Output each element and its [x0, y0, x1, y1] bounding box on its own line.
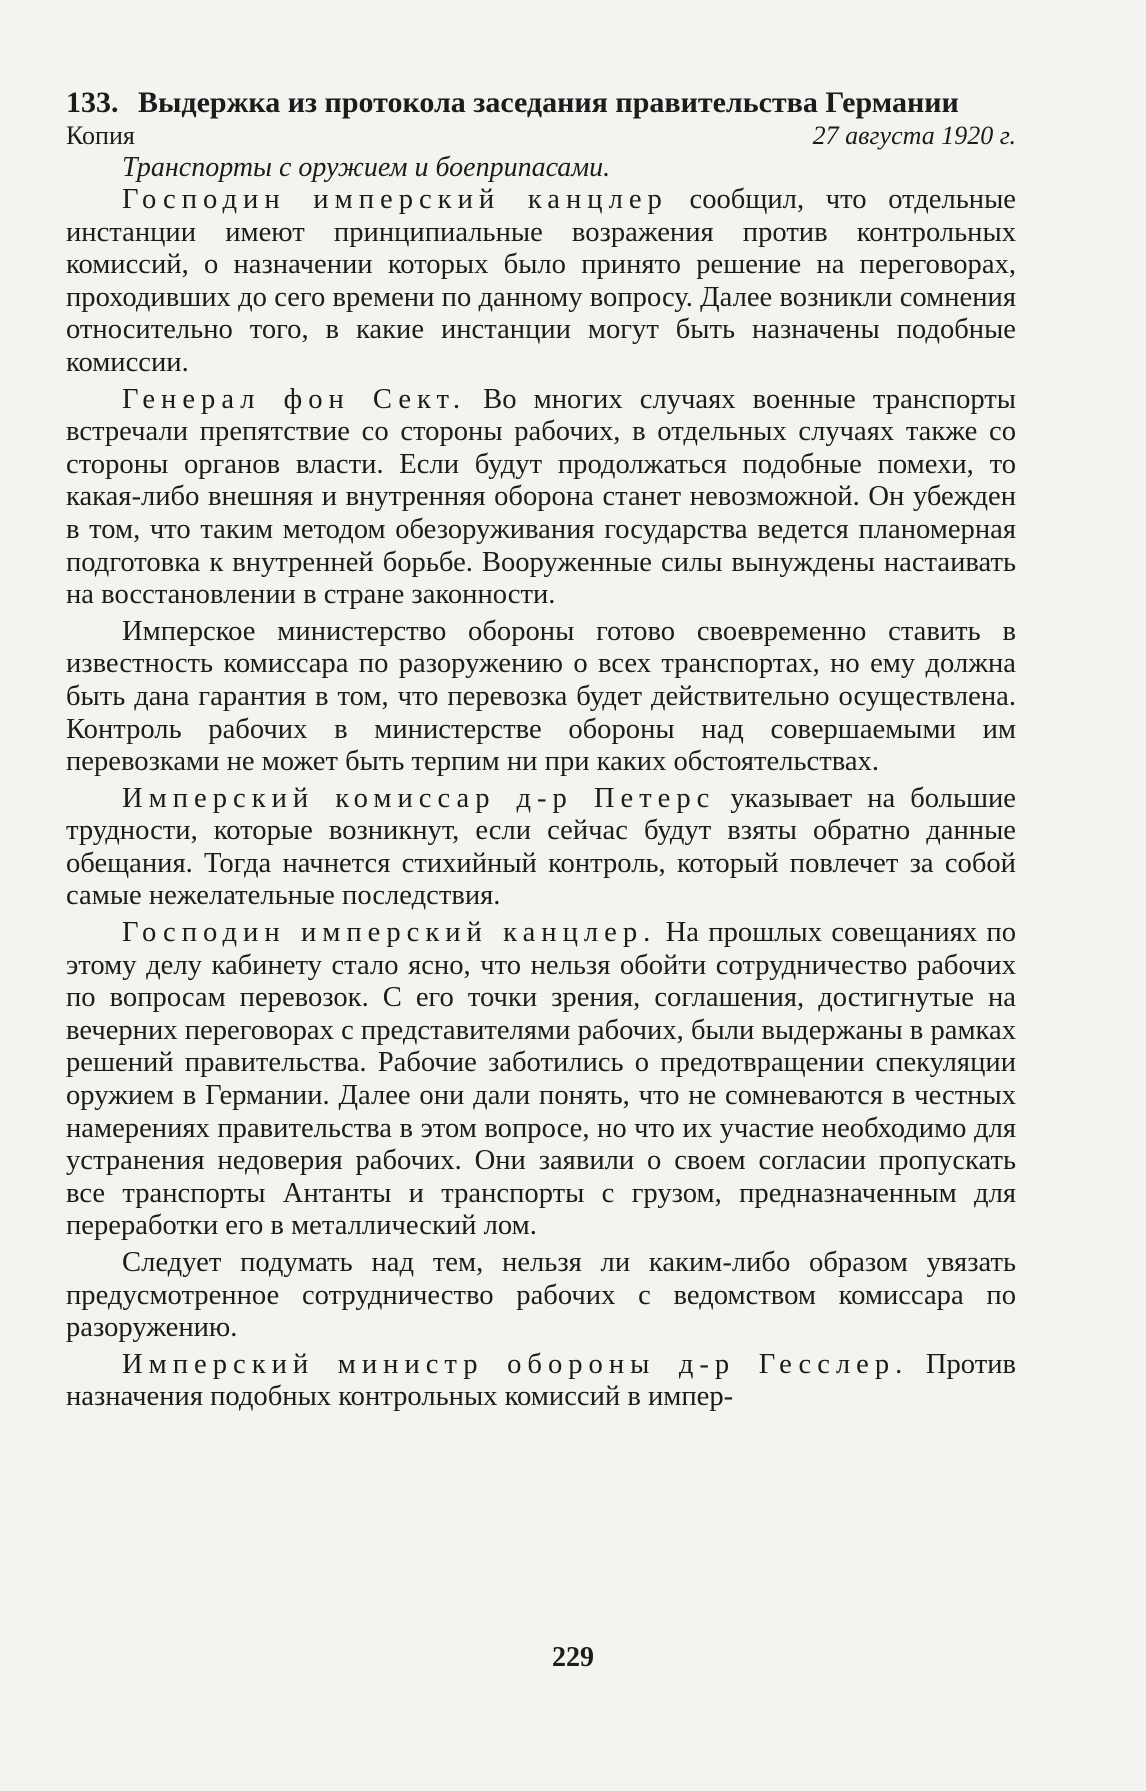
page-number: 229 [552, 1642, 594, 1673]
document-title [66, 86, 1016, 120]
speaker-name: Имперский министр обороны д-р Гесслер. [122, 1348, 909, 1380]
document-title-text: Выдержка из протокола заседания правительства Германии [138, 86, 959, 119]
paragraph-text: Следует подумать над тем, нельзя ли каким-либо образом увязать предусмотренное сотрудничество рабочих с ведомством комиссара по разоружению. [66, 1247, 1016, 1344]
document-number: 133. [66, 86, 119, 119]
speaker-name: Господин имперский канцлер. [122, 917, 657, 949]
paragraph-text: На прошлых совещаниях по этому делу кабинету стало ясно, что нельзя обойти сотрудничество рабочих по вопросам перевозок. С его точки зрения, соглашения, достигнутые на вечерних переговорах с представителями рабочих, были выдержаны в рамках решений правительства. Рабочие заботились о предотвращении спекуляции оружием в Германии. Далее они дали понять, что не сомневаются в честных намерениях правительства в этом вопросе, но что их участие необходимо для устранения недоверия рабочих. Они заявили о своем согласии пропускать все транспорты Антанты и транспорты с грузом, предназначенным для переработки его в металлический лом. [66, 917, 1017, 1242]
paragraph-text: сообщил, что отдельные инстанции имеют принципиальные возражения против контрольных комиссий, о назначении которых было принято решение на переговорах, проходивших до сего времени по данному вопросу. Далее возникли сомнения относительно того, в какие инстанции могут быть назначены подобные комиссии. [66, 184, 1017, 378]
paragraph [66, 1247, 1016, 1345]
paragraph-text: Имперское министерство обороны готово своевременно ставить в известность комиссара по разоружению о всех транспортах, но ему должна быть дана гарантия в том, что перевозка будет действительно осуществлена. Контроль рабочих в министерстве обороны над совершаемыми им перевозками не может быть терпим ни при каких обстоятельствах. [66, 615, 1016, 778]
document-meta [66, 120, 1016, 152]
paragraph [66, 783, 1016, 913]
document-date: 27 августа 1920 г. [812, 121, 1016, 150]
paragraph [66, 1349, 1016, 1414]
paragraph-text: Во многих случаях военные транспорты встречали препятствие со стороны рабочих, в отдельных случаях также со стороны органов власти. Если будут продолжаться подобные помехи, то какая-либо внешняя и внутренняя оборона станет невозможной. Он убежден в том, что таким методом обезоруживания государства ведется планомерная подготовка к внутренней борьбе. Вооруженные силы вынуждены настаивать на восстановлении в стране законности. [66, 383, 1016, 611]
speaker-name: Генерал фон Сект. [122, 383, 467, 415]
speaker-name: Имперский комиссар д-р Петерс [122, 782, 716, 814]
paragraph-text: Против назначения подобных контрольных комиссий в импер- [66, 1348, 1016, 1413]
paragraph [66, 616, 1016, 779]
paragraph-text: указывает на большие трудности, которые возникнут, если сейчас будут взяты обратно данные обещания. Тогда начнется стихийный контроль, который повлечет за собой самые нежелательные последствия. [66, 782, 1017, 912]
paragraph [66, 384, 1016, 612]
copy-label: Копия [66, 121, 135, 150]
paragraph [66, 917, 1016, 1243]
document-subject: Транспорты с оружием и боеприпасами. [122, 152, 611, 183]
speaker-name: Господин имперский канцлер [122, 184, 668, 215]
paragraph [66, 184, 1016, 380]
